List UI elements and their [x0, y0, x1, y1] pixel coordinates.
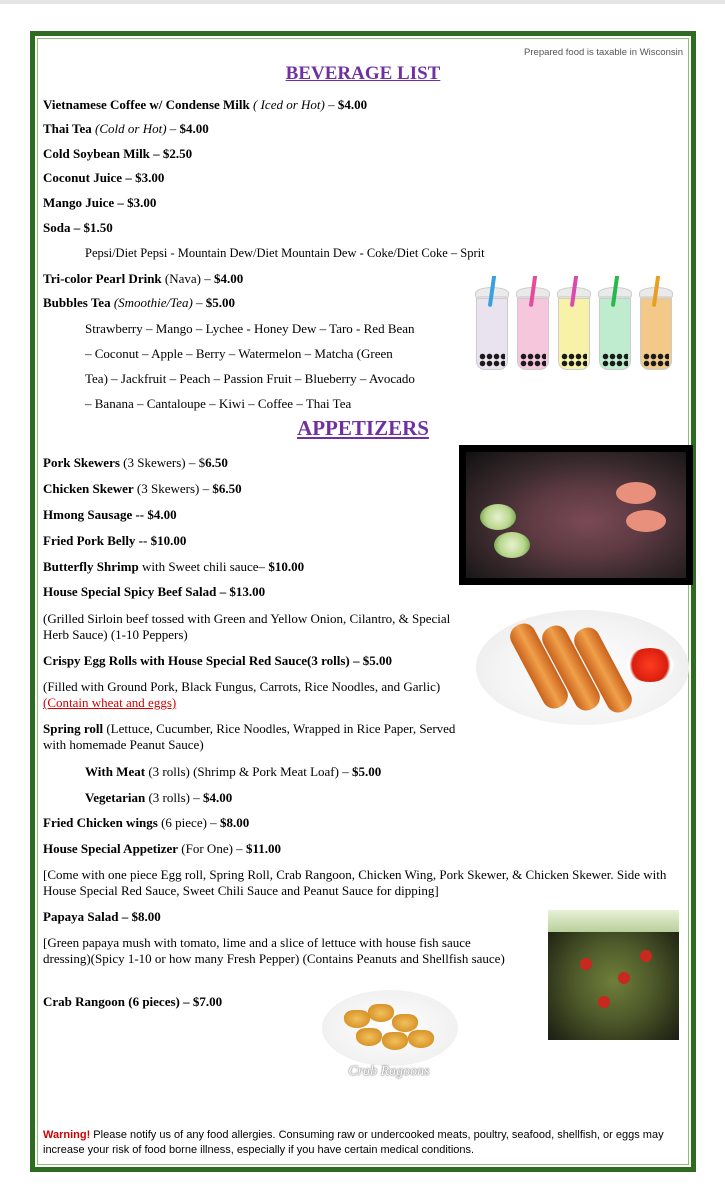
- crab-rangoon-photo: [310, 982, 468, 1082]
- item-soda: Soda – $1.50: [43, 220, 113, 235]
- item-hmong-sausage: Hmong Sausage -- $4.00: [43, 507, 177, 522]
- item-crab-rangoon: Crab Rangoon (6 pieces) – $7.00: [43, 994, 223, 1009]
- item-cold-soybean-milk: Cold Soybean Milk – $2.50: [43, 146, 193, 161]
- item-spring-roll: Spring roll (Lettuce, Cucumber, Rice Noodles, Wrapped in Rice Paper, Served with homemade Peanut Sauce): [43, 721, 456, 752]
- item-spring-roll-vegetarian: Vegetarian (3 rolls) – $4.00: [85, 790, 233, 805]
- bubble-flavor-line: Strawberry – Mango – Lychee - Honey Dew – Taro - Red Bean: [85, 321, 415, 336]
- menu-page-frame: [30, 31, 696, 1172]
- item-house-special-spicy-beef-salad: House Special Spicy Beef Salad – $13.00: [43, 584, 266, 599]
- bubble-flavor-line: – Banana – Cantaloupe – Kiwi – Coffee – Thai Tea: [85, 396, 352, 411]
- soda-flavors: Pepsi/Diet Pepsi - Mountain Dew/Diet Mountain Dew - Coke/Diet Coke – Sprit: [85, 246, 485, 260]
- crab-rangoon-caption: Crab Ragoons: [348, 1064, 430, 1079]
- item-bubbles-tea: Bubbles Tea (Smoothie/Tea) – $5.00: [43, 295, 236, 310]
- bubble-tea-photo: [472, 276, 676, 374]
- egg-rolls-description: (Filled with Ground Pork, Black Fungus, Carrots, Rice Noodles, and Garlic)(Contain wheat and eggs): [43, 679, 441, 710]
- item-house-special-appetizer: House Special Appetizer (For One) – $11.00: [43, 841, 281, 856]
- item-mango-juice: Mango Juice – $3.00: [43, 195, 157, 210]
- allergy-warning: [43, 1128, 673, 1158]
- item-tricolor-pearl-drink: Tri-color Pearl Drink (Nava) – $4.00: [43, 271, 244, 286]
- item-pork-skewers: Pork Skewers (3 Skewers) – $6.50: [43, 455, 228, 470]
- item-butterfly-shrimp: Butterfly Shrimp with Sweet chili sauce– $10.00: [43, 559, 305, 574]
- page-top-rule: [0, 0, 725, 4]
- item-thai-tea: Thai Tea (Cold or Hot) – $4.00: [43, 121, 209, 136]
- item-fried-pork-belly: Fried Pork Belly -- $10.00: [43, 533, 187, 548]
- house-special-description: [Come with one piece Egg roll, Spring Roll, Crab Rangoon, Chicken Wing, Pork Skewer, & Chicken Skewer. Side with House Special Red Sauce, Sweet Chili Sauce and Peanut Sauce for dipping]: [43, 867, 667, 898]
- item-vietnamese-coffee: Vietnamese Coffee w/ Condense Milk ( Iced or Hot) – $4.00: [43, 97, 368, 112]
- item-papaya-salad: Papaya Salad – $8.00: [43, 909, 161, 924]
- item-spring-roll-with-meat: With Meat (3 rolls) (Shrimp & Pork Meat Loaf) – $5.00: [85, 764, 382, 779]
- allergen-note: (Contain wheat and eggs): [43, 695, 177, 710]
- item-chicken-skewer: Chicken Skewer (3 Skewers) – $6.50: [43, 481, 242, 496]
- bubble-flavor-line: – Coconut – Apple – Berry – Watermelon – Matcha (Green: [85, 346, 393, 361]
- papaya-salad-description: [Green papaya mush with tomato, lime and a slice of lettuce with house fish sauce dressing)(Spicy 1-10 or how many Fresh Pepper) (Contains Peanuts and Shellfish sauce): [43, 935, 505, 966]
- beef-salad-photo: [459, 445, 693, 585]
- warning-label: Warning!: [43, 1129, 91, 1141]
- beverage-list-title: BEVERAGE LIST: [285, 63, 441, 84]
- papaya-salad-photo: [548, 910, 679, 1040]
- item-coconut-juice: Coconut Juice – $3.00: [43, 170, 165, 185]
- bubble-flavor-line: Tea) – Jackfruit – Peach – Passion Fruit – Blueberry – Avocado: [85, 371, 415, 386]
- warning-text: Please notify us of any food allergies. Consuming raw or undercooked meats, poultry, seafood, shellfish, or eggs may increase your risk of food borne illness, especially if you have certain medical conditions.: [43, 1129, 664, 1156]
- tax-note: Prepared food is taxable in Wisconsin: [524, 47, 683, 58]
- egg-rolls-photo: [476, 610, 689, 725]
- appetizers-title: APPETIZERS: [297, 416, 429, 440]
- item-fried-chicken-wings: Fried Chicken wings (6 piece) – $8.00: [43, 815, 250, 830]
- beef-salad-description: (Grilled Sirloin beef tossed with Green and Yellow Onion, Cilantro, & Special Herb Sauce) (1-10 Peppers): [43, 611, 451, 642]
- item-crispy-egg-rolls: Crispy Egg Rolls with House Special Red Sauce(3 rolls) – $5.00: [43, 653, 392, 668]
